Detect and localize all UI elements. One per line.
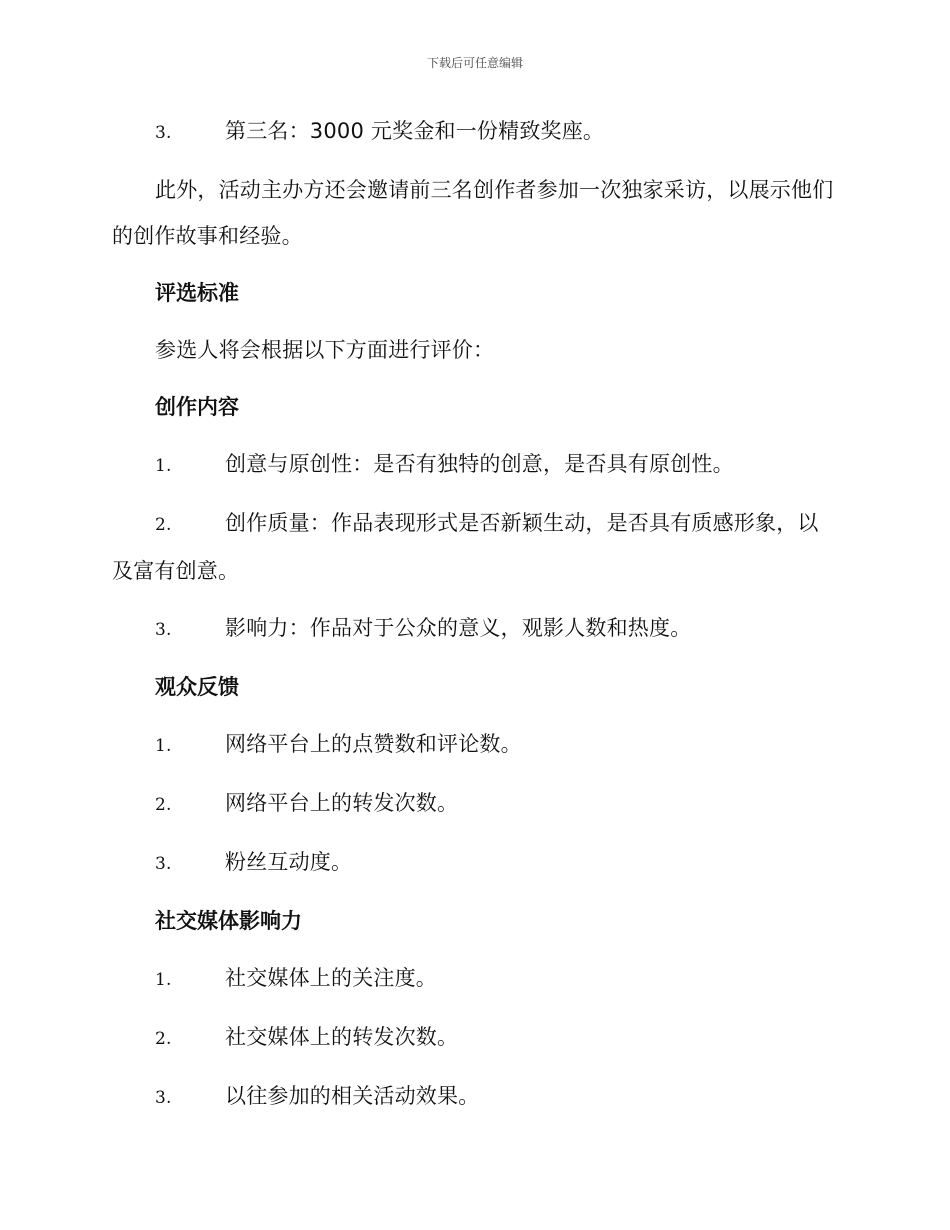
content-item-2 (112, 500, 837, 594)
content-item-1 (112, 441, 837, 489)
list-number: 1. (155, 456, 172, 476)
list-text: 社交媒体上的转发次数。 (225, 1025, 459, 1049)
list-number: 3. (155, 1088, 172, 1108)
content-heading: 创作内容 (155, 395, 239, 419)
list-number: 3. (155, 123, 172, 143)
feedback-item-3 (112, 839, 837, 887)
list-text: 创作质量：作品表现形式是否新颖生动，是否具有质感形象，以及富有创意。 (112, 511, 819, 583)
list-text: 网络平台上的转发次数。 (225, 791, 459, 815)
feedback-item-1 (112, 721, 837, 769)
social-item-2 (112, 1014, 837, 1062)
criteria-heading: 评选标准 (155, 281, 239, 305)
list-number: 1. (155, 736, 172, 756)
list-number: 1. (155, 970, 172, 990)
social-item-3 (112, 1073, 837, 1121)
list-text: 创意与原创性：是否有独特的创意，是否具有原创性。 (225, 452, 734, 476)
feedback-item-2 (112, 780, 837, 828)
list-number: 3. (155, 620, 172, 640)
list-text: 网络平台上的点赞数和评论数。 (225, 732, 522, 756)
list-number: 2. (155, 1029, 172, 1049)
criteria-intro: 参选人将会根据以下方面进行评价： (155, 338, 495, 362)
prize-third-item (112, 108, 837, 156)
list-number: 2. (155, 515, 172, 535)
social-heading: 社交媒体影响力 (155, 909, 302, 933)
social-item-1 (112, 955, 837, 1003)
list-number: 2. (155, 795, 172, 815)
content-item-3 (112, 605, 837, 653)
page-header-note: 下载后可任意编辑 (426, 56, 523, 70)
list-text: 粉丝互动度。 (225, 850, 353, 874)
interview-paragraph: 此外，活动主办方还会邀请前三名创作者参加一次独家采访，以展示他们的创作故事和经验。 (112, 178, 834, 248)
feedback-heading: 观众反馈 (155, 675, 239, 699)
list-text: 社交媒体上的关注度。 (225, 966, 437, 990)
list-number: 3. (155, 854, 172, 874)
list-text: 第三名：3000 元奖金和一份精致奖座。 (225, 119, 605, 143)
document-body (112, 108, 837, 1132)
list-text: 以往参加的相关活动效果。 (225, 1084, 480, 1108)
list-text: 影响力：作品对于公众的意义，观影人数和热度。 (225, 616, 692, 640)
